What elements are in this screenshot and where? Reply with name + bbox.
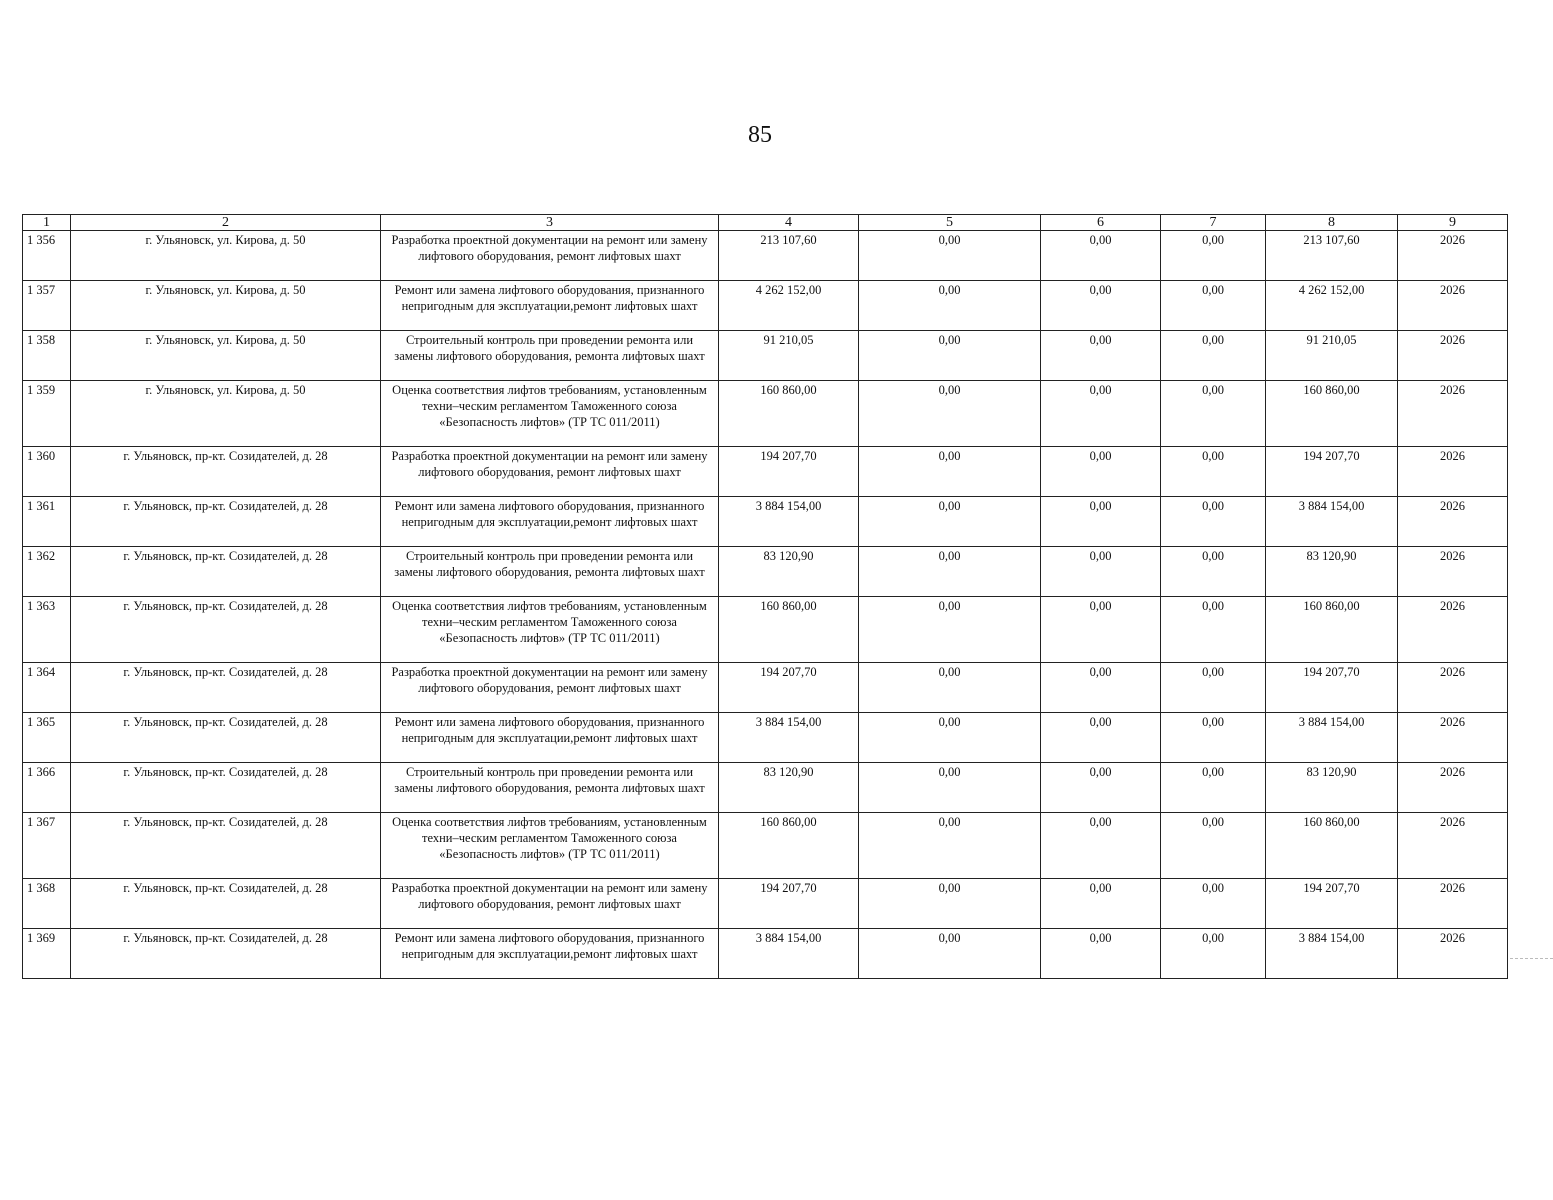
work-type-cell: Ремонт или замена лифтового оборудования, признанного непригодным для эксплуатации,ремонт лифтовых шахт [381, 497, 719, 547]
value-cell-5: 0,00 [859, 447, 1041, 497]
value-cell-7: 0,00 [1161, 663, 1266, 713]
value-cell-5: 0,00 [859, 663, 1041, 713]
total-cost-cell: 160 860,00 [719, 813, 859, 879]
address-cell: г. Ульяновск, пр-кт. Созидателей, д. 28 [71, 879, 381, 929]
work-type-cell: Разработка проектной документации на ремонт или замену лифтового оборудования, ремонт лифтовых шахт [381, 879, 719, 929]
value-cell-8: 4 262 152,00 [1266, 281, 1398, 331]
value-cell-7: 0,00 [1161, 813, 1266, 879]
table-row [23, 663, 1508, 713]
address-cell: г. Ульяновск, пр-кт. Созидателей, д. 28 [71, 929, 381, 979]
total-cost-cell: 160 860,00 [719, 381, 859, 447]
value-cell-6: 0,00 [1041, 813, 1161, 879]
work-type-cell: Строительный контроль при проведении ремонта или замены лифтового оборудования, ремонта лифтовых шахт [381, 547, 719, 597]
repair-schedule-table [22, 214, 1508, 979]
year-cell: 2026 [1398, 763, 1508, 813]
work-type-cell: Оценка соответствия лифтов требованиям, установленным техни–ческим регламентом Таможенного союза «Безопасность лифтов» (ТР ТС 011/2011) [381, 381, 719, 447]
value-cell-8: 194 207,70 [1266, 879, 1398, 929]
work-type-cell: Разработка проектной документации на ремонт или замену лифтового оборудования, ремонт лифтовых шахт [381, 231, 719, 281]
address-cell: г. Ульяновск, ул. Кирова, д. 50 [71, 381, 381, 447]
total-cost-cell: 160 860,00 [719, 597, 859, 663]
year-cell: 2026 [1398, 447, 1508, 497]
value-cell-7: 0,00 [1161, 713, 1266, 763]
value-cell-8: 3 884 154,00 [1266, 713, 1398, 763]
address-cell: г. Ульяновск, пр-кт. Созидателей, д. 28 [71, 663, 381, 713]
value-cell-7: 0,00 [1161, 763, 1266, 813]
row-number: 1 367 [23, 813, 71, 879]
column-header: 2 [71, 215, 381, 231]
table-row [23, 447, 1508, 497]
address-cell: г. Ульяновск, пр-кт. Созидателей, д. 28 [71, 813, 381, 879]
row-number: 1 366 [23, 763, 71, 813]
year-cell: 2026 [1398, 929, 1508, 979]
value-cell-6: 0,00 [1041, 929, 1161, 979]
value-cell-5: 0,00 [859, 231, 1041, 281]
total-cost-cell: 3 884 154,00 [719, 929, 859, 979]
table-row [23, 763, 1508, 813]
column-header: 4 [719, 215, 859, 231]
value-cell-7: 0,00 [1161, 879, 1266, 929]
year-cell: 2026 [1398, 381, 1508, 447]
value-cell-7: 0,00 [1161, 497, 1266, 547]
work-type-cell: Ремонт или замена лифтового оборудования, признанного непригодным для эксплуатации,ремонт лифтовых шахт [381, 713, 719, 763]
row-number: 1 359 [23, 381, 71, 447]
row-number: 1 363 [23, 597, 71, 663]
year-cell: 2026 [1398, 547, 1508, 597]
value-cell-6: 0,00 [1041, 597, 1161, 663]
table-row [23, 597, 1508, 663]
value-cell-5: 0,00 [859, 281, 1041, 331]
value-cell-7: 0,00 [1161, 381, 1266, 447]
total-cost-cell: 4 262 152,00 [719, 281, 859, 331]
value-cell-6: 0,00 [1041, 231, 1161, 281]
table-row [23, 547, 1508, 597]
value-cell-5: 0,00 [859, 929, 1041, 979]
row-number: 1 369 [23, 929, 71, 979]
work-type-cell: Оценка соответствия лифтов требованиям, установленным техни–ческим регламентом Таможенного союза «Безопасность лифтов» (ТР ТС 011/2011) [381, 813, 719, 879]
value-cell-7: 0,00 [1161, 447, 1266, 497]
total-cost-cell: 83 120,90 [719, 763, 859, 813]
value-cell-6: 0,00 [1041, 281, 1161, 331]
total-cost-cell: 3 884 154,00 [719, 497, 859, 547]
value-cell-5: 0,00 [859, 331, 1041, 381]
row-number: 1 362 [23, 547, 71, 597]
value-cell-8: 160 860,00 [1266, 597, 1398, 663]
year-cell: 2026 [1398, 231, 1508, 281]
value-cell-5: 0,00 [859, 763, 1041, 813]
address-cell: г. Ульяновск, ул. Кирова, д. 50 [71, 331, 381, 381]
work-type-cell: Строительный контроль при проведении ремонта или замены лифтового оборудования, ремонта лифтовых шахт [381, 763, 719, 813]
address-cell: г. Ульяновск, пр-кт. Созидателей, д. 28 [71, 547, 381, 597]
value-cell-6: 0,00 [1041, 879, 1161, 929]
table-row [23, 281, 1508, 331]
column-header: 8 [1266, 215, 1398, 231]
value-cell-7: 0,00 [1161, 547, 1266, 597]
table-row [23, 331, 1508, 381]
value-cell-6: 0,00 [1041, 713, 1161, 763]
total-cost-cell: 194 207,70 [719, 447, 859, 497]
work-type-cell: Разработка проектной документации на ремонт или замену лифтового оборудования, ремонт лифтовых шахт [381, 447, 719, 497]
column-header: 6 [1041, 215, 1161, 231]
value-cell-5: 0,00 [859, 713, 1041, 763]
total-cost-cell: 213 107,60 [719, 231, 859, 281]
year-cell: 2026 [1398, 281, 1508, 331]
table-row [23, 497, 1508, 547]
value-cell-6: 0,00 [1041, 663, 1161, 713]
total-cost-cell: 91 210,05 [719, 331, 859, 381]
address-cell: г. Ульяновск, пр-кт. Созидателей, д. 28 [71, 763, 381, 813]
year-cell: 2026 [1398, 813, 1508, 879]
row-number: 1 357 [23, 281, 71, 331]
table-row [23, 381, 1508, 447]
column-header: 5 [859, 215, 1041, 231]
value-cell-6: 0,00 [1041, 497, 1161, 547]
value-cell-8: 3 884 154,00 [1266, 929, 1398, 979]
address-cell: г. Ульяновск, пр-кт. Созидателей, д. 28 [71, 713, 381, 763]
value-cell-6: 0,00 [1041, 381, 1161, 447]
value-cell-6: 0,00 [1041, 331, 1161, 381]
value-cell-8: 194 207,70 [1266, 663, 1398, 713]
year-cell: 2026 [1398, 713, 1508, 763]
column-header: 9 [1398, 215, 1508, 231]
table-row [23, 231, 1508, 281]
value-cell-8: 194 207,70 [1266, 447, 1398, 497]
value-cell-7: 0,00 [1161, 331, 1266, 381]
row-number: 1 368 [23, 879, 71, 929]
table-row [23, 879, 1508, 929]
row-number: 1 361 [23, 497, 71, 547]
address-cell: г. Ульяновск, ул. Кирова, д. 50 [71, 281, 381, 331]
row-number: 1 365 [23, 713, 71, 763]
work-type-cell: Ремонт или замена лифтового оборудования, признанного непригодным для эксплуатации,ремонт лифтовых шахт [381, 281, 719, 331]
year-cell: 2026 [1398, 879, 1508, 929]
value-cell-5: 0,00 [859, 879, 1041, 929]
value-cell-8: 160 860,00 [1266, 381, 1398, 447]
row-number: 1 360 [23, 447, 71, 497]
value-cell-8: 91 210,05 [1266, 331, 1398, 381]
year-cell: 2026 [1398, 663, 1508, 713]
work-type-cell: Ремонт или замена лифтового оборудования, признанного непригодным для эксплуатации,ремонт лифтовых шахт [381, 929, 719, 979]
year-cell: 2026 [1398, 497, 1508, 547]
value-cell-7: 0,00 [1161, 231, 1266, 281]
year-cell: 2026 [1398, 331, 1508, 381]
work-type-cell: Строительный контроль при проведении ремонта или замены лифтового оборудования, ремонта лифтовых шахт [381, 331, 719, 381]
value-cell-6: 0,00 [1041, 763, 1161, 813]
value-cell-5: 0,00 [859, 813, 1041, 879]
row-number: 1 356 [23, 231, 71, 281]
row-number: 1 358 [23, 331, 71, 381]
total-cost-cell: 194 207,70 [719, 663, 859, 713]
work-type-cell: Разработка проектной документации на ремонт или замену лифтового оборудования, ремонт лифтовых шахт [381, 663, 719, 713]
address-cell: г. Ульяновск, пр-кт. Созидателей, д. 28 [71, 497, 381, 547]
value-cell-5: 0,00 [859, 597, 1041, 663]
value-cell-6: 0,00 [1041, 447, 1161, 497]
total-cost-cell: 194 207,70 [719, 879, 859, 929]
value-cell-7: 0,00 [1161, 281, 1266, 331]
value-cell-6: 0,00 [1041, 547, 1161, 597]
work-type-cell: Оценка соответствия лифтов требованиям, установленным техни–ческим регламентом Таможенного союза «Безопасность лифтов» (ТР ТС 011/2011) [381, 597, 719, 663]
value-cell-8: 213 107,60 [1266, 231, 1398, 281]
table-row [23, 929, 1508, 979]
total-cost-cell: 3 884 154,00 [719, 713, 859, 763]
table-row [23, 813, 1508, 879]
value-cell-5: 0,00 [859, 497, 1041, 547]
value-cell-7: 0,00 [1161, 597, 1266, 663]
table-header-row [23, 215, 1508, 231]
address-cell: г. Ульяновск, пр-кт. Созидателей, д. 28 [71, 447, 381, 497]
address-cell: г. Ульяновск, пр-кт. Созидателей, д. 28 [71, 597, 381, 663]
value-cell-8: 83 120,90 [1266, 763, 1398, 813]
value-cell-8: 3 884 154,00 [1266, 497, 1398, 547]
table-row [23, 713, 1508, 763]
value-cell-8: 83 120,90 [1266, 547, 1398, 597]
column-header: 3 [381, 215, 719, 231]
scan-artifact-line [1510, 958, 1553, 959]
year-cell: 2026 [1398, 597, 1508, 663]
page-number: 85 [748, 122, 772, 148]
column-header: 1 [23, 215, 71, 231]
value-cell-5: 0,00 [859, 547, 1041, 597]
column-header: 7 [1161, 215, 1266, 231]
row-number: 1 364 [23, 663, 71, 713]
value-cell-8: 160 860,00 [1266, 813, 1398, 879]
address-cell: г. Ульяновск, ул. Кирова, д. 50 [71, 231, 381, 281]
value-cell-7: 0,00 [1161, 929, 1266, 979]
value-cell-5: 0,00 [859, 381, 1041, 447]
total-cost-cell: 83 120,90 [719, 547, 859, 597]
